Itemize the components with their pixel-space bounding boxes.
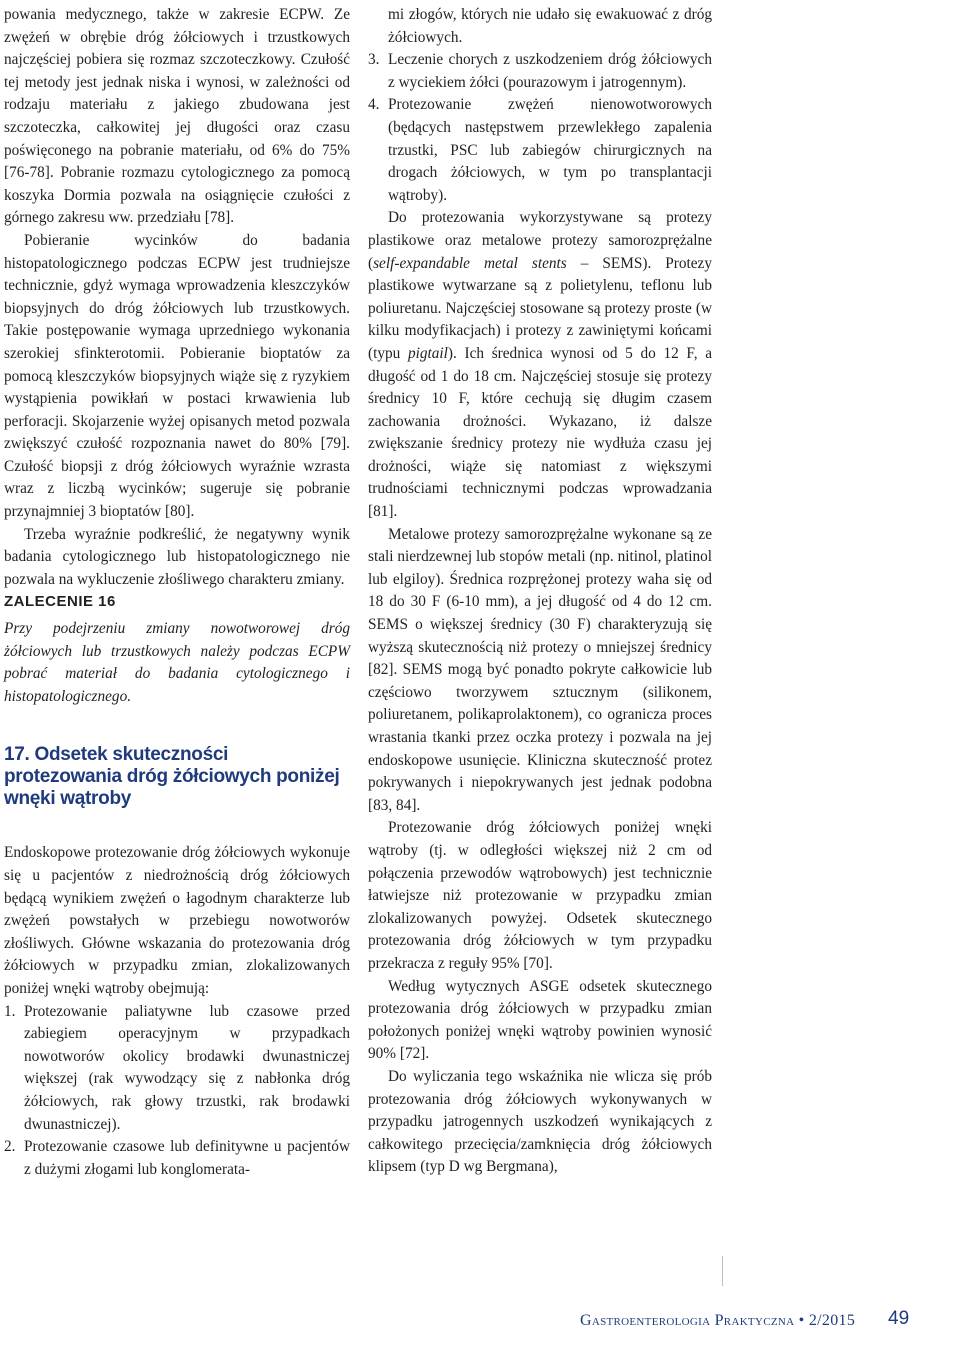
body-paragraph: Endoskopowe protezowanie dróg żółciowych wykonuje się u pacjentów z niedrożnością dróg żółciowych będącą wynikiem zwężeń o łagodnym charakterze lub zwężeń powstałych w przebiegu nowotworów złośliwych. Główne wskazania do protezowania dróg żółciowych w przypadku zmian, zlokalizowanych poniżej wnęki wątroby obejmują: (4, 844, 350, 997)
footer-divider (722, 1256, 723, 1286)
recommendation-heading: ZALECENIE 16 (4, 593, 116, 611)
list-item (368, 94, 712, 207)
body-paragraph: Trzeba wyraźnie podkreślić, że negatywny wynik badania cytologicznego lub histopatologicznego nie pozwala na wykluczenie złośliwego charakteru zmiany. (4, 525, 350, 588)
page-number: 49 (888, 1308, 910, 1329)
list-text: Protezowanie czasowe lub definitywne u pacjentów z dużymi złogami lub konglomerata- (24, 1138, 350, 1178)
footer-separator: • (798, 1312, 805, 1329)
text-run: Do protezowania wykorzystywane są protezy plastikowe oraz metalowe protezy samorozprężalne ( (368, 209, 712, 272)
body-paragraph (368, 207, 712, 523)
indication-list-continued (368, 4, 712, 207)
indication-list (4, 1001, 350, 1182)
list-number: 1. (4, 1002, 16, 1020)
journal-footer (580, 1312, 855, 1330)
list-number: 4. (368, 96, 380, 114)
list-text: Protezowanie zwężeń nienowotworowych (będących następstwem przewlekłego zapalenia trzustki, PSC lub zabiegów chirurgicznych na drogach żółciowych, w tym po transplantacji wątroby). (388, 96, 712, 204)
recommendation-text: Przy podejrzeniu zmiany nowotworowej dróg żółciowych lub trzustkowych należy podczas ECPW pobrać materiał do badania cytologicznego i histopatologicznego. (4, 620, 350, 705)
right-column (368, 4, 712, 1179)
text-run: – SEMS). Protezy plastikowe wytwarzane są z polietylenu, teflonu lub poliuretanu. Najczęściej stosowane są protezy proste (w kilku modyfikacjach) i protezy z zawiniętymi końcami (typu (368, 254, 712, 362)
list-text: mi złogów, których nie udało się ewakuować z dróg żółciowych. (388, 6, 712, 46)
journal-name: Gastroenterologia Praktyczna (580, 1312, 795, 1329)
list-text: Leczenie chorych z uszkodzeniem dróg żółciowych z wyciekiem żółci (pourazowym i jatrogennym). (388, 51, 712, 91)
text-run: ). Ich średnica wynosi od 5 do 12 F, a długość od 1 do 18 cm. Najczęściej stosuje się protezy średnicy 10 F, które cechują się długim czasem zachowania drożności. Wykazano, iż dalsze zwiększanie średnicy protezy nie wydłuża czasu jej drożności, wiąże się natomiast z większymi trudnościami technicznymi podczas wprowadzania [81]. (368, 344, 712, 521)
list-number: 2. (4, 1138, 16, 1156)
journal-issue: 2/2015 (808, 1312, 856, 1329)
italic-term: pigtail (407, 344, 448, 362)
list-text: Protezowanie paliatywne lub czasowe przed zabiegiem operacyjnym w przypadkach nowotworów okolicy brodawki dwunastniczej większej (rak wywodzący się z nabłonka dróg żółciowych, rak głowy trzustki, rak brodawki dwunastniczej). (24, 1002, 350, 1133)
list-item-continuation (368, 4, 712, 49)
left-column (4, 4, 350, 1181)
body-paragraph: Pobieranie wycinków do badania histopatologicznego podczas ECPW jest trudniejsze technicznie, gdyż wymaga wprowadzenia kleszczyków biopsyjnych do dróg żółciowych lub trzustkowych. Takie postępowanie wymaga uprzedniego wykonania szerokiej sfinkterotomii. Pobieranie bioptatów za pomocą kleszczyków biopsyjnych wiąże się z ryzykiem wystąpienia powikłań w postaci krwawienia lub perforacji. Skojarzenie wyżej opisanych metod pozwala zwiększyć czułość rozpoznania nawet do 80% [79]. Czułość biopsji z dróg żółciowych wyraźnie wzrasta wraz z liczbą wycinków; sugeruje się pobranie przynajmniej 3 bioptatów [80]. (4, 231, 350, 521)
list-item (368, 49, 712, 94)
body-paragraph: Protezowanie dróg żółciowych poniżej wnęki wątroby (tj. w odległości większej niż 2 cm od połączenia przewodów wątrobowych) jest technicznie łatwiejsze niż protezowanie w przypadku zmian zlokalizowanych powyżej. Odsetek skutecznego protezowania dróg żółciowych w tym przypadku przekracza z reguły 95% [70]. (368, 819, 712, 972)
body-paragraph: powania medycznego, także w zakresie ECPW. Ze zwężeń w obrębie dróg żółciowych i trzustkowych najczęściej pobiera się rozmaz szczoteczkowy. Czułość tej metody jest jednak niska i wynosi, w zależności od rodzaju materiału z jakiego zbudowana jest szczoteczka, całkowitej jej długości oraz czasu poświęconego na pobranie materiału, od 6% do 75% [76-78]. Pobranie rozmazu cytologicznego za pomocą koszyka Dormia pozwala na osiągnięcie czułości z górnego zakresu ww. przedziału [78]. (4, 6, 350, 227)
section-title: 17. Odsetek skuteczności protezowania dróg żółciowych poniżej wnęki wątroby (4, 744, 340, 810)
list-item (4, 1001, 350, 1137)
body-paragraph: Metalowe protezy samorozprężalne wykonane są ze stali nierdzewnej lub stopów metali (np. nitinol, platinol lub elgiloy). Średnica rozprężonej protezy waha się od 18 do 30 F (6-10 mm), a jej długość od 4 do 12 cm. SEMS o większej średnicy (30 F) charakteryzują się wyższą skutecznością niż protezy o mniejszej średnicy [82]. SEMS mogą być ponadto pokryte całkowicie lub częściowo tworzywem sztucznym (silikonem, poliuretanem, polikaprolaktonem), co ogranicza proces wrastania tkanki przez oczka protezy i pozwala na jej endoskopowe usunięcie. Kliniczna skuteczność protez pokrywanych i niepokrywanych jest jednak podobna [83, 84]. (368, 525, 712, 814)
list-number: 3. (368, 51, 380, 69)
list-item (4, 1136, 350, 1181)
body-paragraph: Do wyliczania tego wskaźnika nie wlicza się prób protezowania dróg żółciowych wykonywanych w przypadku jatrogennych uszkodzeń wynikających z całkowitego przecięcia/zamknięcia dróg żółciowych klipsem (typ D wg Bergmana), (368, 1067, 712, 1176)
body-paragraph: Według wytycznych ASGE odsetek skutecznego protezowania dróg żółciowych w przypadku zmian położonych poniżej wnęki wątroby powinien wynosić 90% [72]. (368, 977, 712, 1063)
italic-term: self-expandable metal stents (373, 254, 567, 272)
